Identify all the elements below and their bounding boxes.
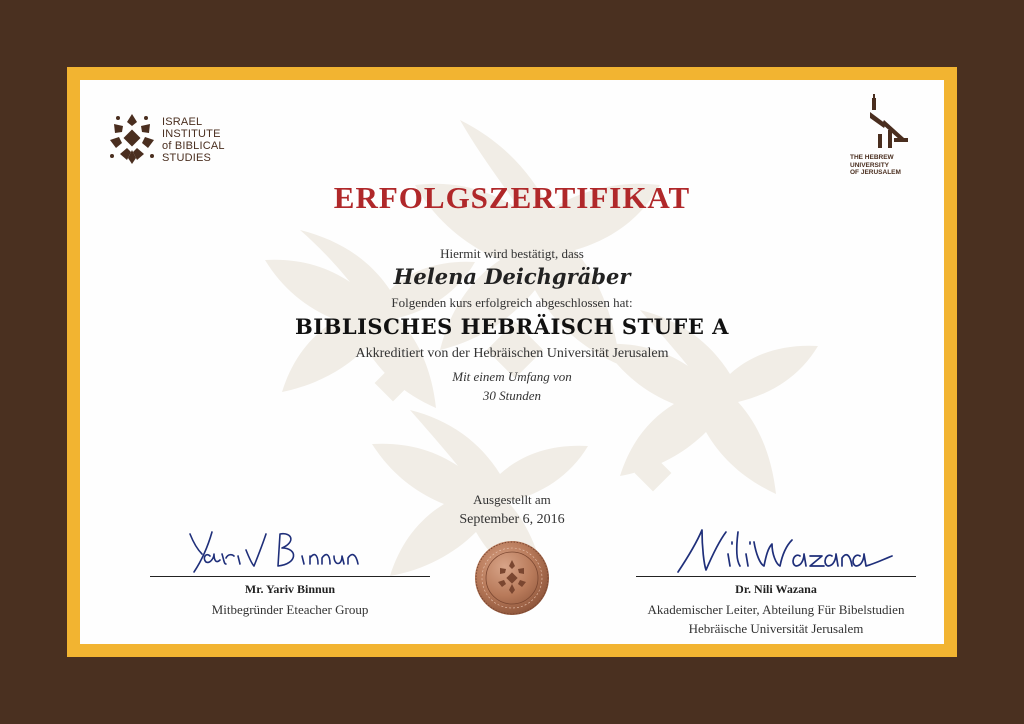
issued-date: September 6, 2016 (459, 512, 565, 527)
logo-left-line: STUDIES (162, 152, 212, 164)
logo-right-text (850, 154, 930, 177)
logo-hebrew-university (850, 94, 930, 186)
signatory-name: Dr. Nili Wazana (735, 582, 817, 596)
signatory-role (150, 600, 430, 619)
hebrew-university-emblem-icon (864, 94, 914, 150)
logo-left-line: INSTITUTE (162, 128, 221, 140)
wax-seal-icon (474, 540, 550, 616)
logo-left-line: ISRAEL (162, 116, 203, 128)
certificate-title: ERFOLGSZERTIFIKAT (333, 180, 691, 215)
logo-right-line: OF JERUSALEM (850, 169, 901, 176)
accreditation-text: Akkreditiert von der Hebräischen Universität Jerusalem (355, 346, 669, 361)
signature-line (636, 576, 916, 577)
logo-israel-institute (106, 110, 246, 170)
logo-right-line: UNIVERSITY (850, 161, 890, 169)
logo-left-text (162, 116, 225, 164)
intro-text: Hiermit wird bestätigt, dass (440, 246, 584, 261)
signatory-role (636, 600, 916, 638)
signature-line (150, 576, 430, 577)
course-intro-text: Folgenden kurs erfolgreich abgeschlossen hat: (391, 295, 633, 310)
ornamental-knot-icon (106, 110, 158, 166)
logo-right-line: THE HEBREW (850, 154, 894, 161)
signatory-role-line: Mitbegründer Eteacher Group (211, 602, 369, 617)
signatory-role-line: Akademischer Leiter, Abteilung Für Bibelstudien (647, 602, 905, 617)
hours-value: 30 Stunden (482, 388, 542, 403)
logo-left-line: of BIBLICAL (162, 140, 225, 152)
scope-label: Mit einem Umfang von (452, 369, 572, 384)
handwritten-signature (636, 520, 916, 576)
course-name: BIBLISCHES HEBRÄISCH STUFE A (295, 314, 729, 339)
recipient-name: Helena Deichgräber (393, 264, 631, 289)
signatory-name: Mr. Yariv Binnun (244, 582, 336, 596)
handwritten-signature (150, 520, 430, 576)
signatory-role-line: Hebräische Universität Jerusalem (688, 621, 864, 636)
issued-label: Ausgestellt am (473, 492, 551, 507)
certificate-paper (80, 80, 944, 644)
